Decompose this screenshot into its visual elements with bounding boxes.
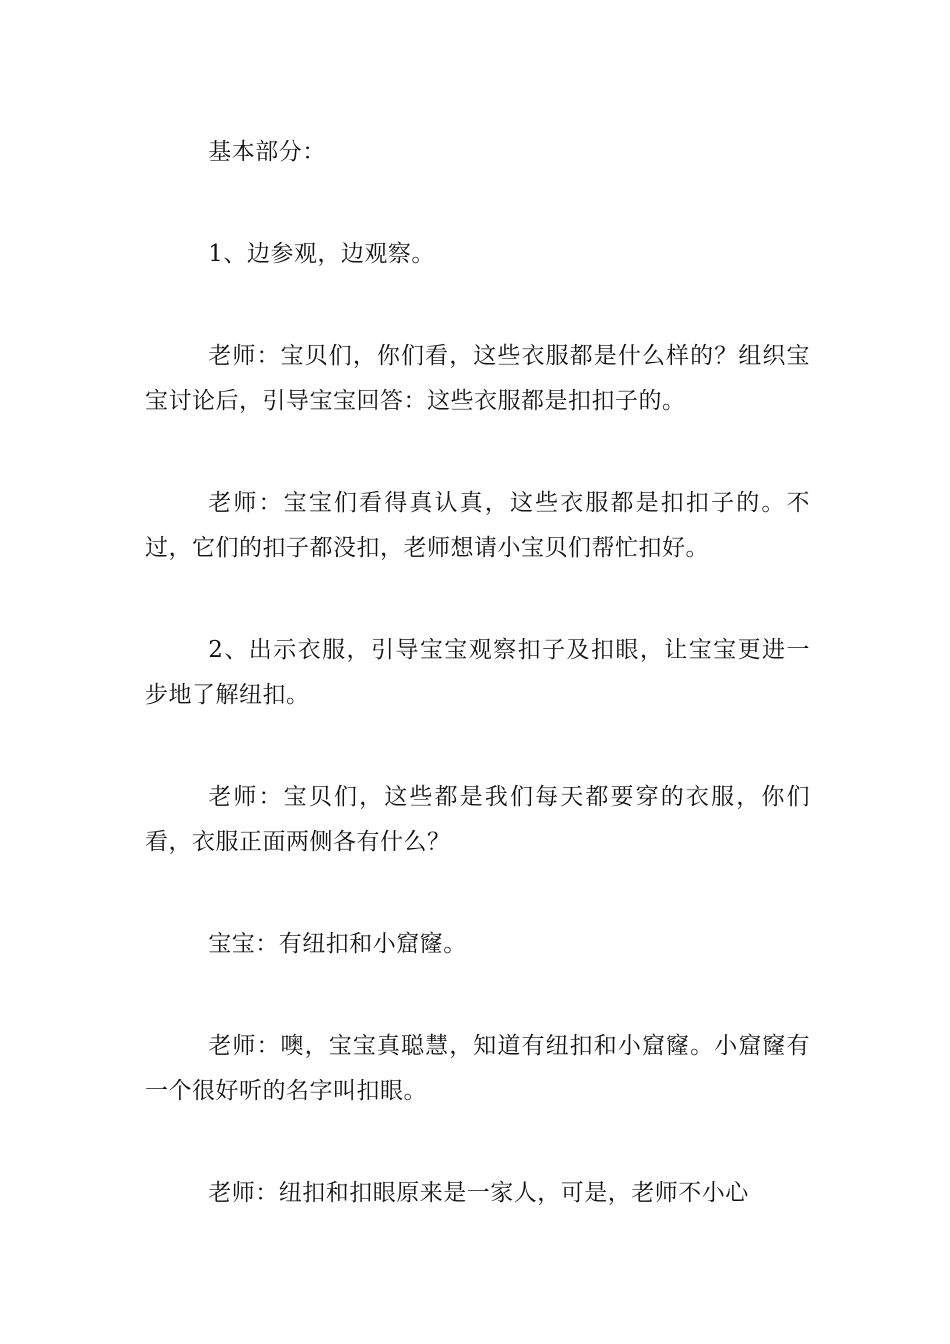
paragraph: 老师：宝贝们，你们看，这些衣服都是什么样的？组织宝宝讨论后，引导宝宝回答：这些衣服都是扣扣子的。 [145, 343, 810, 414]
step-heading-2: 2、出示衣服，引导宝宝观察扣子及扣眼，让宝宝更进一步地了解纽扣。 [145, 637, 810, 708]
paragraph: 宝宝：有纽扣和小窟窿。 [208, 931, 467, 957]
paragraph: 老师：纽扣和扣眼原来是一家人，可是，老师不小心 [208, 1180, 749, 1206]
paragraph: 老师：宝宝们看得真认真，这些衣服都是扣扣子的。不过，它们的扣子都没扣，老师想请小宝贝们帮忙扣好。 [145, 490, 810, 561]
section-heading: 基本部分： [208, 139, 326, 165]
paragraph: 老师：噢，宝宝真聪慧，知道有纽扣和小窟窿。小窟窿有一个很好听的名字叫扣眼。 [145, 1033, 810, 1104]
step-heading-1: 1、边参观，边观察。 [208, 241, 435, 267]
document-body [145, 130, 810, 1273]
paragraph: 老师：宝贝们，这些都是我们每天都要穿的衣服，你们看，衣服正面两侧各有什么？ [145, 784, 810, 855]
